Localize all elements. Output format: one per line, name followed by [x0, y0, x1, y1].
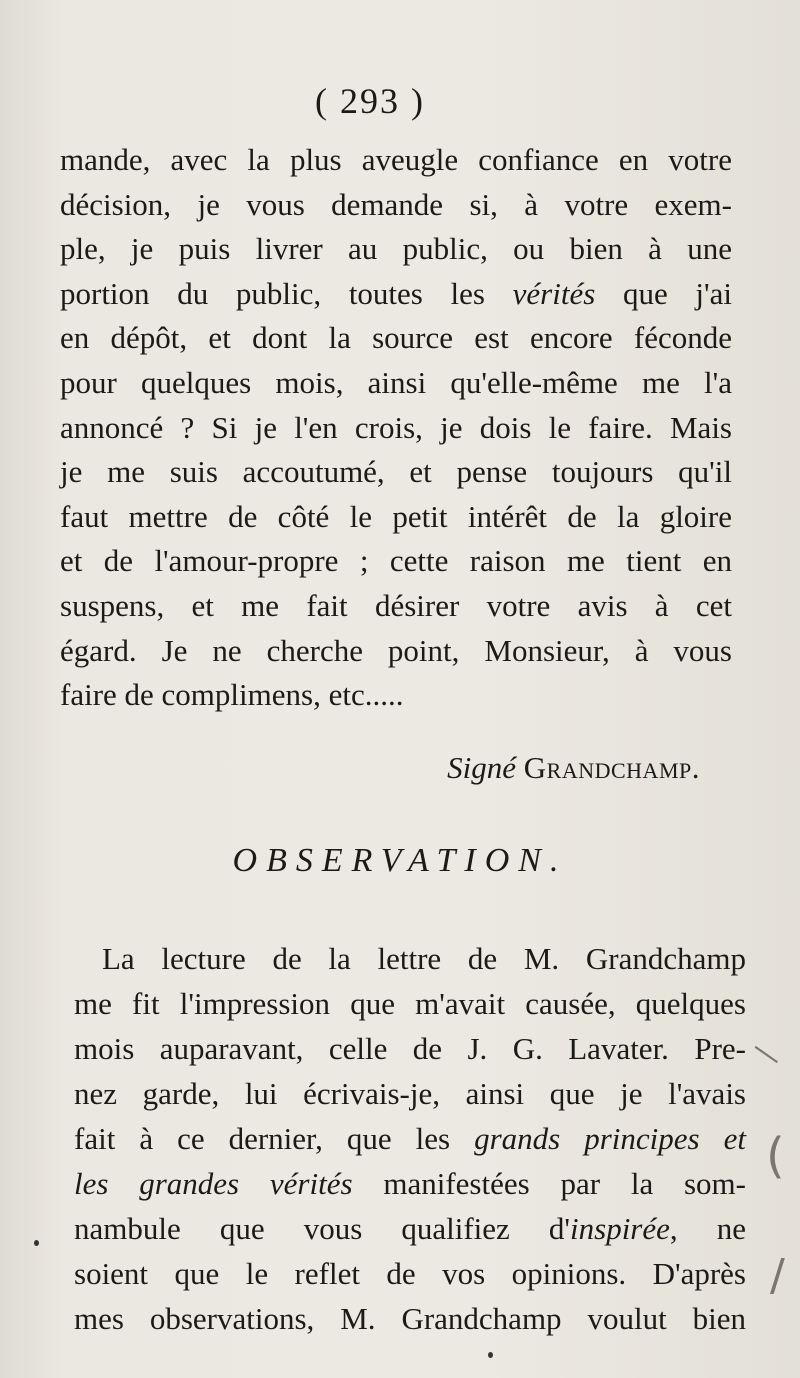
- text-line: égard. Je ne cherche point, Monsieur, à vous: [60, 632, 732, 668]
- text-line: pour quelques mois, ainsi qu'elle-même me l'a: [60, 364, 732, 400]
- text-line: nez garde, lui écrivais-je, ainsi que je l'avais: [74, 1076, 746, 1111]
- ink-spot: [34, 1240, 39, 1246]
- text-line: suspens, et me fait désirer votre avis à cet: [60, 587, 732, 623]
- text-line: me fit l'impression que m'avait causée, quelques: [74, 986, 746, 1021]
- pencil-bracket-icon: (: [766, 1128, 785, 1184]
- text-line: mes observations, M. Grandchamp voulut bien: [74, 1301, 746, 1336]
- text-line: soient que le reflet de vos opinions. D'après: [74, 1256, 746, 1291]
- text-run: portion du public, toutes les: [60, 275, 513, 311]
- text-line: La lecture de la lettre de M. Grandchamp: [102, 941, 746, 976]
- signature-label: Signé: [447, 750, 517, 785]
- italic-phrase: grands principes et: [474, 1121, 746, 1156]
- text-run: que j'ai: [595, 275, 732, 311]
- text-line: faire de complimens, etc.....: [60, 677, 404, 713]
- text-line: annoncé ? Si je l'en crois, je dois le faire. Mais: [60, 409, 732, 445]
- text-line: je me suis accoutumé, et pense toujours qu'il: [60, 454, 732, 490]
- ink-spot: [488, 1352, 493, 1358]
- text-run: nambule que vous qualifiez d': [74, 1211, 571, 1246]
- text-line: et de l'amour-propre ; cette raison me tient en: [60, 543, 732, 579]
- text-run: , ne: [669, 1211, 747, 1246]
- text-run: fait à ce dernier, que les: [74, 1121, 475, 1156]
- text-line-with-italic: [74, 1116, 746, 1161]
- observation-text: [74, 936, 746, 1341]
- italic-word: inspirée: [570, 1211, 670, 1246]
- pencil-slash-icon: /: [770, 1250, 785, 1301]
- letter-text: [60, 138, 732, 718]
- text-line: ple, je puis livrer au public, ou bien à une: [60, 231, 732, 267]
- text-line: en dépôt, et dont la source est encore féconde: [60, 320, 732, 356]
- text-line: mois auparavant, celle de J. G. Lavater. Pre-: [74, 1031, 746, 1066]
- text-line-with-italic: [74, 1161, 746, 1206]
- italic-word: vérités: [512, 275, 596, 311]
- signature: [0, 750, 700, 786]
- text-run: manifestées par la som-: [352, 1166, 746, 1201]
- text-line-with-italic: [60, 272, 732, 317]
- pencil-mark-icon: —: [744, 1030, 790, 1077]
- text-line-with-italic: [74, 1206, 746, 1251]
- signature-name: Grandchamp.: [523, 750, 700, 785]
- italic-phrase: les grandes vérités: [74, 1166, 353, 1201]
- section-heading: OBSERVATION.: [232, 842, 568, 879]
- page-number: ( 293 ): [315, 81, 425, 121]
- text-line: décision, je vous demande si, à votre exem-: [60, 186, 732, 222]
- text-line: faut mettre de côté le petit intérêt de la gloire: [60, 498, 732, 534]
- text-line: mande, avec la plus aveugle confiance en votre: [60, 142, 732, 177]
